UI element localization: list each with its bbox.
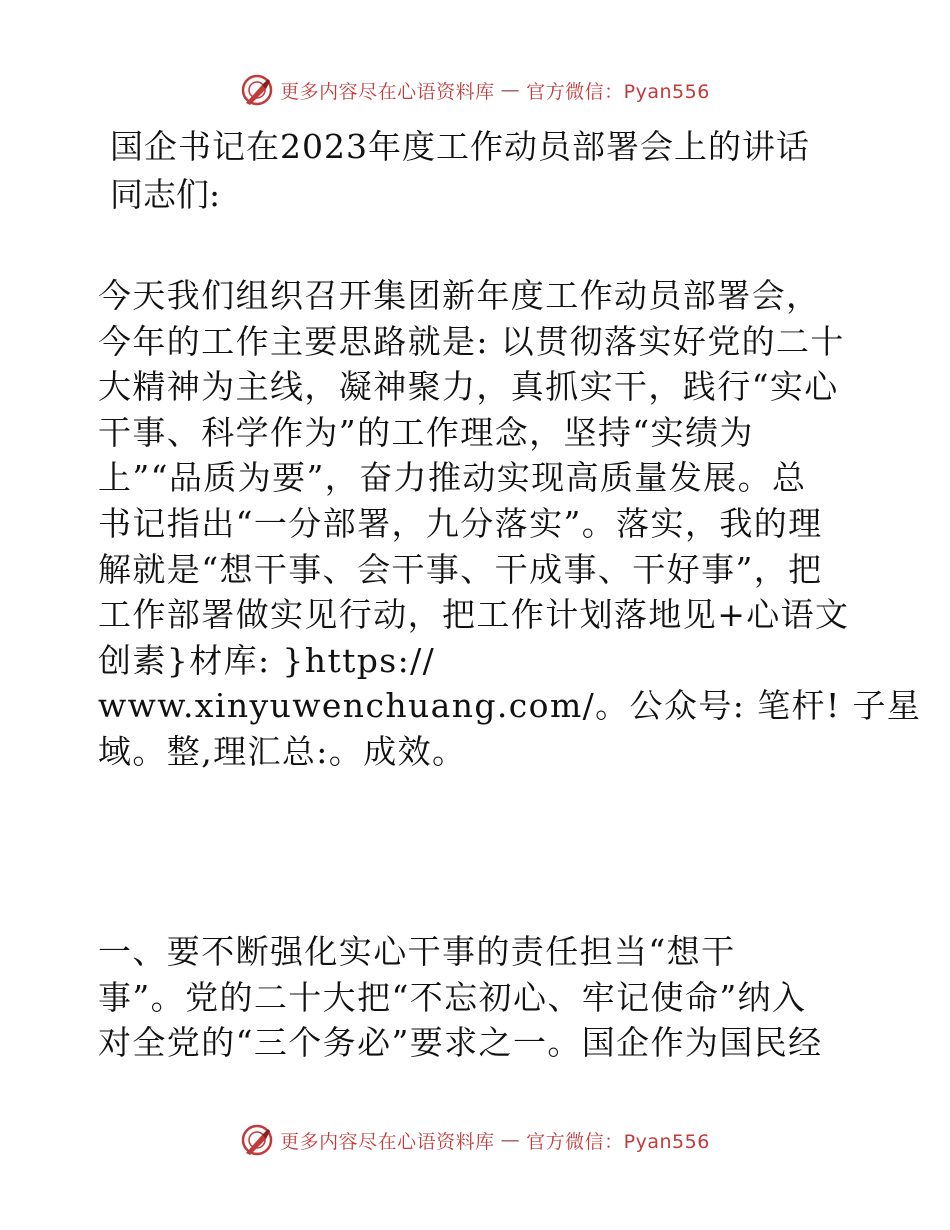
text-line: www.xinyuwenchuang.com/。公众号: 笔杆! 子星 bbox=[98, 686, 922, 726]
salutation: 同志们: bbox=[110, 175, 221, 214]
banner-separator: — bbox=[500, 79, 521, 101]
text-line: 对全党的“三个务必”要求之一。国企作为国民经 bbox=[98, 1023, 823, 1063]
document-title: 国企书记在2023年度工作动员部署会上的讲话 bbox=[110, 127, 810, 166]
banner-contact-text: 官方微信：Pyan556 bbox=[526, 1130, 710, 1153]
text-line: 上”“品质为要”，奋力推动实现高质量发展。总 bbox=[98, 458, 807, 498]
text-line: 创素}材库: }https:// bbox=[98, 640, 436, 680]
text-line: 事”。党的二十大把“不忘初心、牢记使命”纳入 bbox=[98, 977, 807, 1017]
text-line: 书记指出“一分部署，九分落实”。落实，我的理 bbox=[98, 503, 823, 543]
text-line: 今年的工作主要思路就是: 以贯彻落实好党的二十 bbox=[98, 321, 845, 361]
banner-contact-text: 官方微信：Pyan556 bbox=[526, 80, 710, 103]
banner-separator: — bbox=[500, 1129, 521, 1151]
text-line: 解就是“想干事、会干事、干成事、干好事”，把 bbox=[98, 549, 823, 589]
paragraph-section-one bbox=[98, 929, 823, 1066]
banner-main-text: 更多内容尽在心语资料库 bbox=[280, 80, 495, 103]
header-watermark-banner bbox=[0, 72, 950, 108]
paragraph-intro bbox=[98, 273, 921, 775]
banner-main-text: 更多内容尽在心语资料库 bbox=[280, 1130, 495, 1153]
pen-circle-logo-icon bbox=[240, 73, 274, 107]
text-line: 工作部署做实见行动，把工作计划落地见+心语文 bbox=[98, 595, 850, 635]
text-line: 一、要不断强化实心干事的责任担当“想干 bbox=[98, 932, 736, 971]
text-line: 大精神为主线，凝神聚力，真抓实干，践行“实心 bbox=[98, 367, 839, 407]
text-line: 干事、科学作为”的工作理念，坚持“实绩为 bbox=[98, 412, 754, 452]
text-line: 今天我们组织召开集团新年度工作动员部署会， bbox=[98, 276, 821, 315]
text-line: 域。整,理汇总:。成效。 bbox=[98, 731, 467, 771]
footer-watermark-banner bbox=[0, 1122, 950, 1158]
pen-circle-logo-icon bbox=[240, 1123, 274, 1157]
